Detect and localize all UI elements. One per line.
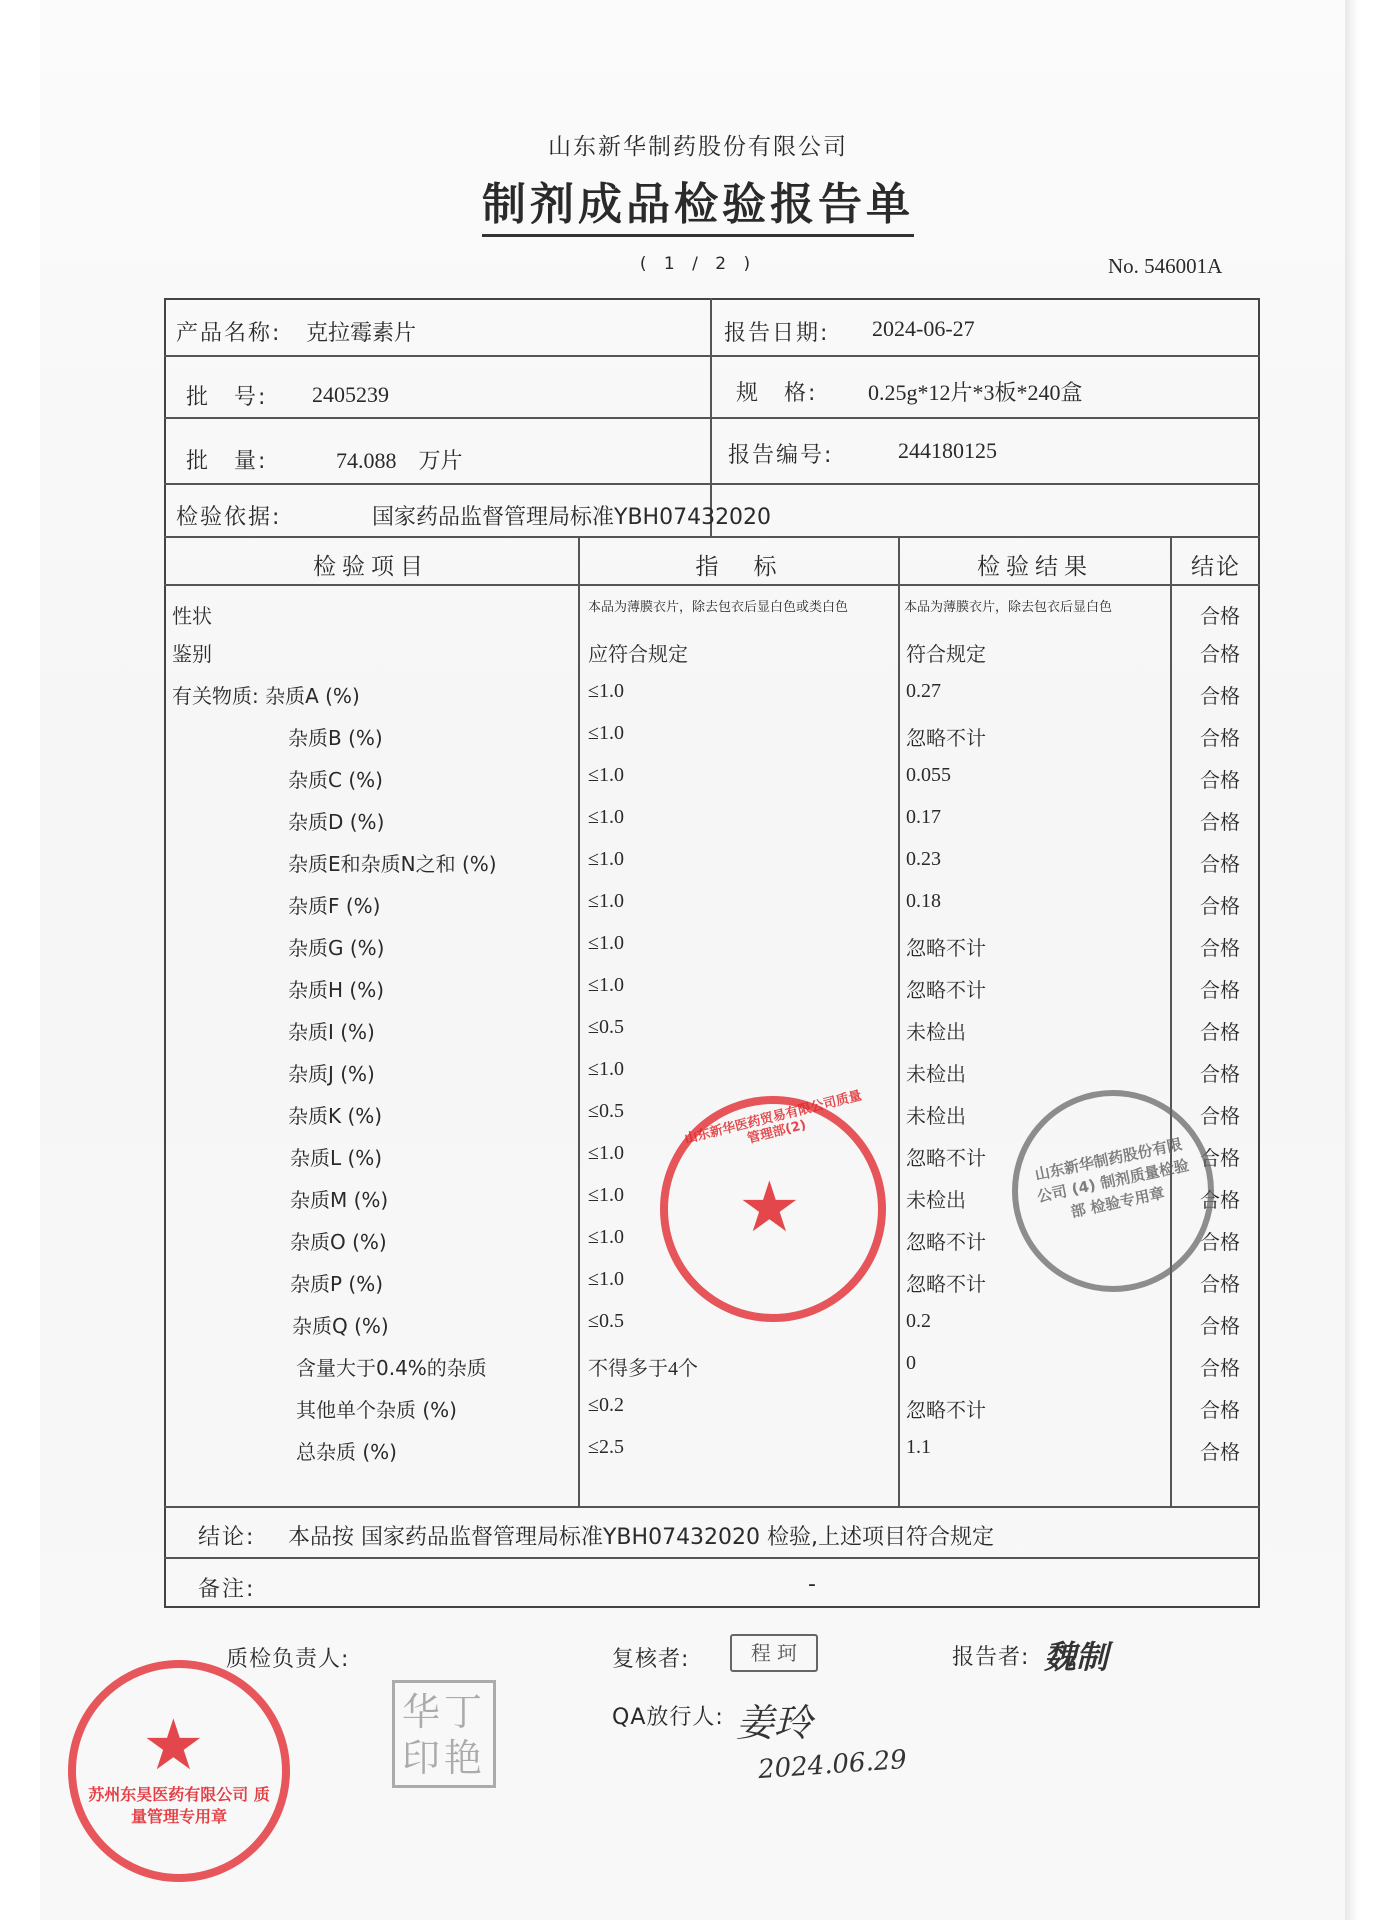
- row-result: 未检出: [906, 1190, 966, 1212]
- row-result: 1.1: [906, 1436, 931, 1458]
- table-row: [0, 806, 1396, 848]
- row-result: 0: [906, 1352, 916, 1374]
- table-row: [0, 848, 1396, 890]
- star-icon: ★: [142, 1704, 205, 1786]
- row-item: 杂质B (%): [288, 726, 383, 750]
- table-row: [0, 1394, 1396, 1436]
- table-row: [0, 974, 1396, 1016]
- table-row: [0, 1058, 1396, 1100]
- reviewer-label: 复核者:: [612, 1647, 690, 1672]
- row-spec: ≤1.0: [588, 680, 624, 702]
- row-spec: ≤0.5: [588, 1100, 624, 1122]
- row-spec: 本品为薄膜衣片，除去包衣后显白色或类白色: [588, 599, 849, 614]
- red-company-stamp: [660, 1088, 886, 1322]
- row-conclusion: 合格: [1200, 1230, 1240, 1254]
- row-conclusion: 合格: [1200, 1062, 1240, 1086]
- page-indicator: ( 1 / 2 ): [639, 254, 757, 274]
- row-conclusion: 合格: [1200, 1146, 1240, 1170]
- company-name: 山东新华制药股份有限公司: [548, 134, 848, 160]
- row-spec: ≤1.0: [588, 932, 624, 954]
- row-item: 杂质O (%): [290, 1230, 387, 1254]
- table-row: [0, 932, 1396, 974]
- conclusion-text: 本品按 国家药品监督管理局标准YBH07432020 检验,上述项目符合规定: [288, 1525, 995, 1550]
- row-conclusion: 合格: [1200, 1188, 1240, 1212]
- grid-line: [164, 536, 1260, 538]
- row-conclusion: 合格: [1200, 768, 1240, 792]
- row-item: 杂质C (%): [288, 768, 383, 792]
- row-spec: ≤1.0: [588, 1268, 624, 1290]
- row-result: 忽略不计: [906, 1274, 986, 1296]
- table-row: [0, 638, 1396, 680]
- row-result: 忽略不计: [906, 1148, 986, 1170]
- row-result: 0.18: [906, 890, 941, 912]
- row-spec: ≤1.0: [588, 1226, 624, 1248]
- gray-inspection-stamp: [1012, 1090, 1214, 1292]
- table-row: [0, 1310, 1396, 1352]
- report-no-label: 报告编号:: [728, 443, 834, 468]
- row-result: 0.23: [906, 848, 941, 870]
- row-spec: ≤1.0: [588, 890, 624, 912]
- row-result: 未检出: [906, 1022, 966, 1044]
- grid-line: [164, 1506, 1260, 1508]
- reporter-signature: 魏制: [1044, 1638, 1109, 1676]
- row-conclusion: 合格: [1200, 936, 1240, 960]
- batch-no-value: 2405239: [312, 382, 389, 407]
- row-spec: 应符合规定: [588, 644, 688, 666]
- grid-line: [164, 483, 1260, 485]
- row-result: 忽略不计: [906, 938, 986, 960]
- row-spec: ≤2.5: [588, 1436, 624, 1458]
- row-conclusion: 合格: [1200, 642, 1240, 666]
- row-result: 0.17: [906, 806, 941, 828]
- row-result: 本品为薄膜衣片，除去包衣后显白色: [904, 599, 1113, 614]
- row-item: 性状: [172, 604, 212, 628]
- row-item: 其他单个杂质 (%): [296, 1398, 457, 1422]
- qa-stamp-text: 苏州东昊医药有限公司 质量管理专用章: [88, 1785, 270, 1826]
- row-result: 忽略不计: [906, 1232, 986, 1254]
- row-result: 0.2: [906, 1310, 931, 1332]
- qc-head-label: 质检负责人:: [226, 1647, 350, 1672]
- row-conclusion: 合格: [1200, 1356, 1240, 1380]
- batch-no-label: 批 号:: [186, 385, 268, 410]
- row-item: 杂质G (%): [288, 936, 385, 960]
- row-spec: ≤1.0: [588, 1184, 624, 1206]
- col-header-item: 检验项目: [313, 554, 429, 580]
- product-label: 产品名称:: [176, 321, 282, 346]
- grid-line: [164, 584, 1260, 586]
- grid-line: [164, 417, 1260, 419]
- row-result: 0.27: [906, 680, 941, 702]
- row-item: 有关物质: 杂质A (%): [172, 684, 360, 708]
- row-result: 忽略不计: [906, 728, 986, 750]
- row-spec: ≤1.0: [588, 722, 624, 744]
- row-spec: ≤1.0: [588, 806, 624, 828]
- row-item: 杂质Q (%): [292, 1314, 389, 1338]
- row-result: 符合规定: [906, 644, 986, 666]
- row-item: 杂质M (%): [290, 1188, 389, 1212]
- row-result: 未检出: [906, 1106, 966, 1128]
- qa-date: 2024.06.29: [757, 1744, 908, 1786]
- table-row: [0, 764, 1396, 806]
- basis-label: 检验依据:: [176, 505, 282, 530]
- row-conclusion: 合格: [1200, 726, 1240, 750]
- row-conclusion: 合格: [1200, 894, 1240, 918]
- report-date-value: 2024-06-27: [872, 316, 975, 341]
- report-no-value: 244180125: [898, 438, 997, 463]
- row-item: 含量大于0.4%的杂质: [296, 1356, 487, 1380]
- row-conclusion: 合格: [1200, 1440, 1240, 1464]
- report-title-text: 制剂成品检验报告单: [482, 179, 914, 237]
- red-stamp-text: 山东新华医药贸易有限公司质量管理部(2): [683, 1088, 864, 1148]
- row-item: 总杂质 (%): [296, 1440, 397, 1464]
- row-spec: ≤0.2: [588, 1394, 624, 1416]
- table-row: [0, 1352, 1396, 1394]
- gray-stamp-text: 山东新华制药股份有限公司 (4) 制剂质量检验部 检验专用章: [1033, 1135, 1191, 1222]
- row-conclusion: 合格: [1200, 604, 1240, 628]
- personal-seal: 华丁印艳: [392, 1680, 496, 1788]
- batch-qty-value: 74.088 万片: [336, 448, 463, 473]
- star-icon: ★: [738, 1166, 801, 1248]
- row-conclusion: 合格: [1200, 852, 1240, 876]
- report-title: [0, 168, 1396, 232]
- row-conclusion: 合格: [1200, 1020, 1240, 1044]
- grid-line: [164, 355, 1260, 357]
- row-result: 忽略不计: [906, 1400, 986, 1422]
- row-item: 杂质P (%): [290, 1272, 384, 1296]
- product-value: 克拉霉素片: [306, 321, 417, 346]
- row-result: 忽略不计: [906, 980, 986, 1002]
- row-spec: ≤1.0: [588, 974, 624, 996]
- col-header-result: 检验结果: [977, 554, 1093, 580]
- col-header-spec: 指 标: [695, 554, 783, 580]
- row-spec: ≤0.5: [588, 1016, 624, 1038]
- document-number: No. 546001A: [1108, 254, 1223, 278]
- row-conclusion: 合格: [1200, 1314, 1240, 1338]
- table-row: [0, 680, 1396, 722]
- reviewer-stamp: 程 珂: [730, 1634, 818, 1672]
- qa-signature: 姜玲: [736, 1701, 813, 1745]
- row-spec: ≤1.0: [588, 1058, 624, 1080]
- row-item: 鉴别: [172, 642, 212, 666]
- row-result: 未检出: [906, 1064, 966, 1086]
- row-spec: 不得多于4个: [588, 1358, 698, 1380]
- row-conclusion: 合格: [1200, 1272, 1240, 1296]
- row-item: 杂质F (%): [288, 894, 381, 918]
- table-row: [0, 1016, 1396, 1058]
- batch-qty-label: 批 量:: [186, 449, 268, 474]
- row-item: 杂质H (%): [288, 978, 385, 1002]
- row-conclusion: 合格: [1200, 1104, 1240, 1128]
- conclusion-label: 结论:: [198, 1525, 256, 1550]
- remarks-label: 备注:: [198, 1577, 256, 1602]
- table-row: [0, 890, 1396, 932]
- row-item: 杂质E和杂质N之和 (%): [288, 852, 497, 876]
- basis-value: 国家药品监督管理局标准YBH07432020: [372, 505, 772, 530]
- row-item: 杂质I (%): [288, 1020, 375, 1044]
- row-spec: ≤1.0: [588, 1142, 624, 1164]
- row-spec: ≤0.5: [588, 1310, 624, 1332]
- remarks-value: -: [808, 1572, 816, 1597]
- row-conclusion: 合格: [1200, 978, 1240, 1002]
- row-item: 杂质D (%): [288, 810, 385, 834]
- grid-line: [164, 1557, 1260, 1559]
- spec-label: 规 格:: [736, 381, 818, 406]
- red-qa-stamp: [68, 1660, 290, 1882]
- row-conclusion: 合格: [1200, 810, 1240, 834]
- row-conclusion: 合格: [1200, 1398, 1240, 1422]
- qa-label: QA放行人:: [612, 1705, 724, 1730]
- report-date-label: 报告日期:: [724, 321, 830, 346]
- table-row: [0, 1436, 1396, 1478]
- table-row: [0, 596, 1396, 638]
- row-item: 杂质J (%): [288, 1062, 375, 1086]
- col-header-conclusion: 结论: [1191, 554, 1241, 580]
- row-item: 杂质L (%): [290, 1146, 383, 1170]
- table-row: [0, 722, 1396, 764]
- row-spec: ≤1.0: [588, 764, 624, 786]
- row-item: 杂质K (%): [288, 1104, 383, 1128]
- spec-value: 0.25g*12片*3板*240盒: [868, 380, 1083, 405]
- reporter-label: 报告者:: [952, 1645, 1030, 1670]
- row-result: 0.055: [906, 764, 951, 786]
- row-conclusion: 合格: [1200, 684, 1240, 708]
- row-spec: ≤1.0: [588, 848, 624, 870]
